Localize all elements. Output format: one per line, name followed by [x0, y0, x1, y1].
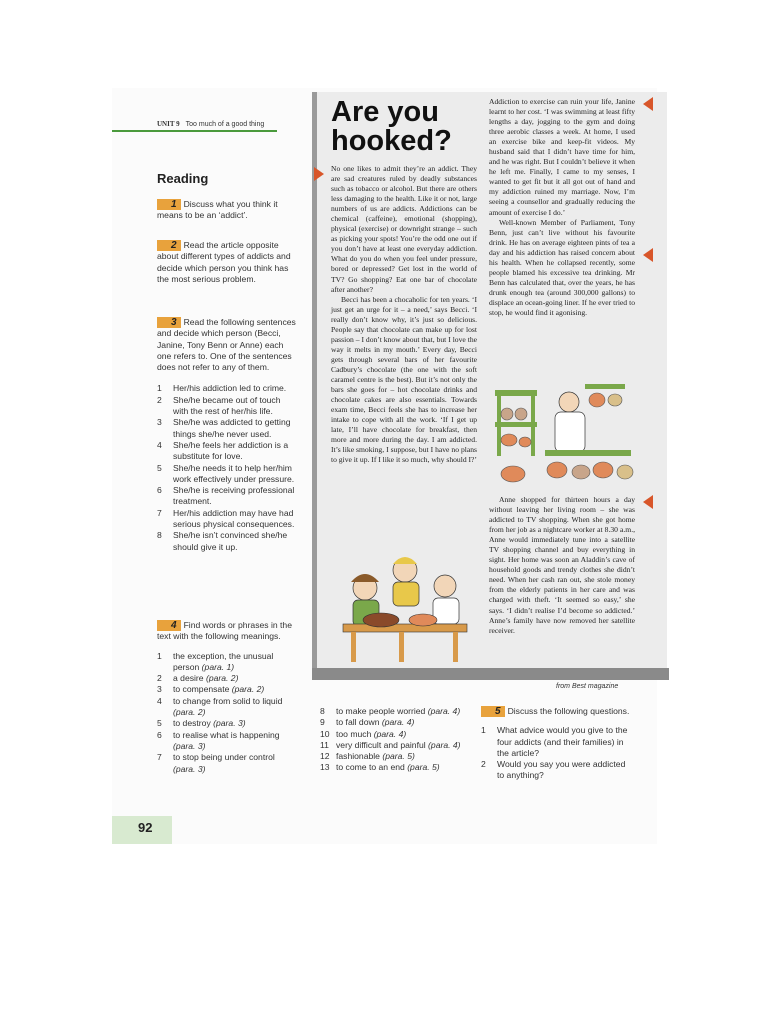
task-number-3: 3 [157, 317, 181, 328]
task-2-text: Read the article opposite about different types of addicts and decide which person you think has the most serious problem. [157, 240, 291, 284]
task-4-list-continued [320, 706, 470, 774]
list-item: 6 She/he is receiving professional treatment. [157, 485, 295, 507]
list-item: 3 to compensate (para. 2) [157, 684, 265, 695]
article-shadow-bottom [312, 668, 669, 680]
task-4-list [157, 651, 297, 775]
list-item: 12 fashionable (para. 5) [320, 751, 415, 762]
task-3-list [157, 383, 297, 552]
task-3 [157, 317, 297, 553]
article-column-1 [331, 164, 477, 465]
list-item: 2 She/he became out of touch with the rest of her/his life. [157, 394, 281, 417]
list-item: 3 She/he was addicted to getting things she/he never used. [157, 417, 291, 439]
article-source: from Best magazine [556, 683, 619, 690]
paragraph-marker-icon [643, 248, 653, 262]
section-title: Reading [157, 171, 209, 186]
list-item: 1 What advice would you give to the four addicts (and their families) in the article? [481, 725, 628, 758]
list-item: 7 Her/his addiction may have had serious physical consequences. [157, 507, 295, 530]
article-paragraph: Addiction to exercise can ruin your life, Janine learnt to her cost. ‘I was swimming at least fifty lengths a day, jogging to the gym and doing three aerobic classes a week. At home, I used an exercise bike and keep-fit videos. My husband said that I didn’t have time for him, and he was right. But I couldn’t believe it when he left me. Finally, I came to my senses, I wanted to get fit but it all got out of hand and my addiction ruined my marriage. Now, I’m seeing a counsellor and gradually reducing the amount of exercise I do.’ [489, 97, 635, 217]
list-item: 8 to make people worried (para. 4) [320, 706, 461, 716]
task-number-2: 2 [157, 240, 181, 251]
headline-line-1: Are you [331, 96, 439, 128]
task-number-5: 5 [481, 706, 505, 717]
list-item: 8 She/he isn’t convinced she/he should give it up. [157, 530, 288, 552]
list-item: 13 to come to an end (para. 5) [320, 762, 440, 773]
list-item: 7 to stop being under control (para. 3) [157, 752, 275, 774]
task-3-text: Read the following sentences and decide which person (Becci, Janine, Tony Benn or Anne) each one refers to. One of the sentences does not refer to any of them. [157, 317, 296, 373]
task-2 [157, 240, 297, 285]
list-item: 9 to fall down (para. 4) [320, 717, 415, 728]
task-1-text: Discuss what you think it means to be an ‘addict’. [157, 199, 278, 221]
paragraph-marker-icon [314, 167, 324, 181]
article-column-2-bottom [489, 495, 635, 636]
task-number-1: 1 [157, 199, 181, 210]
article-column-2-top [489, 97, 635, 318]
list-item: 4 to change from solid to liquid (para. 2) [157, 695, 283, 718]
article-headline [331, 98, 452, 156]
article-paragraph: No one likes to admit they’re an addict. They are sad creatures ruled by deadly substances such as tobacco or alcohol. But there are others less damaging to the health. Like it or not, large numbers of us are addicts. Addictions can be chemical (caffeine), emotional (shopping), physical (exercise) or downright strange – such as picking your spots! You’re the odd one out if you don’t have at least one everyday addiction. What do you do when you feel under pressure, bored or depressed? Get lost in the world of TV? Go shopping? Eat one bar of chocolate after another? [331, 164, 477, 294]
list-item: 4 She/he feels her addiction is a substitute for love. [157, 439, 289, 462]
unit-title: Too much of a good thing [185, 121, 265, 128]
chocolate-table-illustration [335, 548, 473, 666]
list-item: 5 She/he needs it to help her/him work effectively under pressure. [157, 462, 295, 484]
source-name: Best magazine [571, 683, 619, 690]
task-5 [481, 706, 631, 782]
list-item: 5 to destroy (para. 3) [157, 718, 246, 729]
list-item: 1 the exception, the unusual person (para. 1) [157, 650, 274, 672]
headline-line-2: hooked? [331, 125, 452, 157]
list-item: 11 very difficult and painful (para. 4) [320, 739, 461, 750]
task-1 [157, 199, 297, 222]
list-item: 2 Would you say you were addicted to anything? [481, 759, 626, 781]
unit-header [157, 120, 264, 128]
task-number-4: 4 [157, 620, 181, 631]
paragraph-marker-icon [643, 495, 653, 509]
article-paragraph: Anne shopped for thirteen hours a day without leaving her living room – she was addicted to TV shopping. When she got home from her job as a nightcare worker at 8.30 a.m., Anne would immediately tune into a satellite TV shopping channel and buy everything in sight. Her home was soon an Aladdin’s cave of household goods and trendy clothes she didn’t need. When her cash ran out, she stole money from the elderly patients in her care and was charged with theft. ‘It seemed so easy,’ she says. ‘I didn’t realise I’d become so addicted.’ Anne’s family have now removed her satellite receiver. [489, 495, 635, 635]
page-number: 92 [138, 820, 153, 835]
task-4-text: Find words or phrases in the text with the following meanings. [157, 620, 292, 642]
paragraph-marker-icon [643, 97, 653, 111]
article-paragraph: Well-known Member of Parliament, Tony Benn, just can’t live without his favourite drink. He has on average eighteen pints of tea a day and his addiction has raised concern about his health. When he collapsed recently, some people blamed his excessive tea drinking. Mr Benn has calculated that, over the years, he has drunk enough tea (around 300,000 gallons) to displace an ocean-going liner. If he ever tried to stop, he would find it agonising. [489, 217, 635, 317]
task-4 [157, 620, 297, 775]
task-5-text: Discuss the following questions. [507, 706, 630, 716]
task-4-continued [320, 706, 470, 774]
list-item: 10 too much (para. 4) [320, 728, 407, 739]
unit-rule [112, 130, 277, 132]
list-item: 6 to realise what is happening (para. 3) [157, 729, 280, 751]
tea-shelf-illustration [493, 380, 641, 488]
list-item: 1 Her/his addiction led to crime. [157, 383, 287, 394]
article-paragraph: Becci has been a chocaholic for ten years. ‘I just get an urge for it – a need,’ says Becci. ‘I really don’t know why, it’s just so delicious. People say that chocolate can make up for lost passion – I don’t know about that, but I love the way it melts in my mouth.’ Every day, Becci gets through several bars of her favourite Cadbury’s chocolate (the one with the soft caramel centre is the best). But it’s not only the bars she goes for – hot chocolate drinks and chocolate cakes are also essentials. Towards exam time, Becci feels she has to increase her intake to cope with all the work. ‘If I get up late, I’ll have chocolate for breakfast, then more and more during the day. I am addicted. It’s like smoking, I suppose, but I have no plans to give it up. If I like it so much, why should I?’ [331, 294, 477, 465]
list-item: 2 a desire (para. 2) [157, 673, 239, 684]
task-5-list [481, 725, 631, 781]
unit-label: UNIT 9 [157, 120, 180, 128]
